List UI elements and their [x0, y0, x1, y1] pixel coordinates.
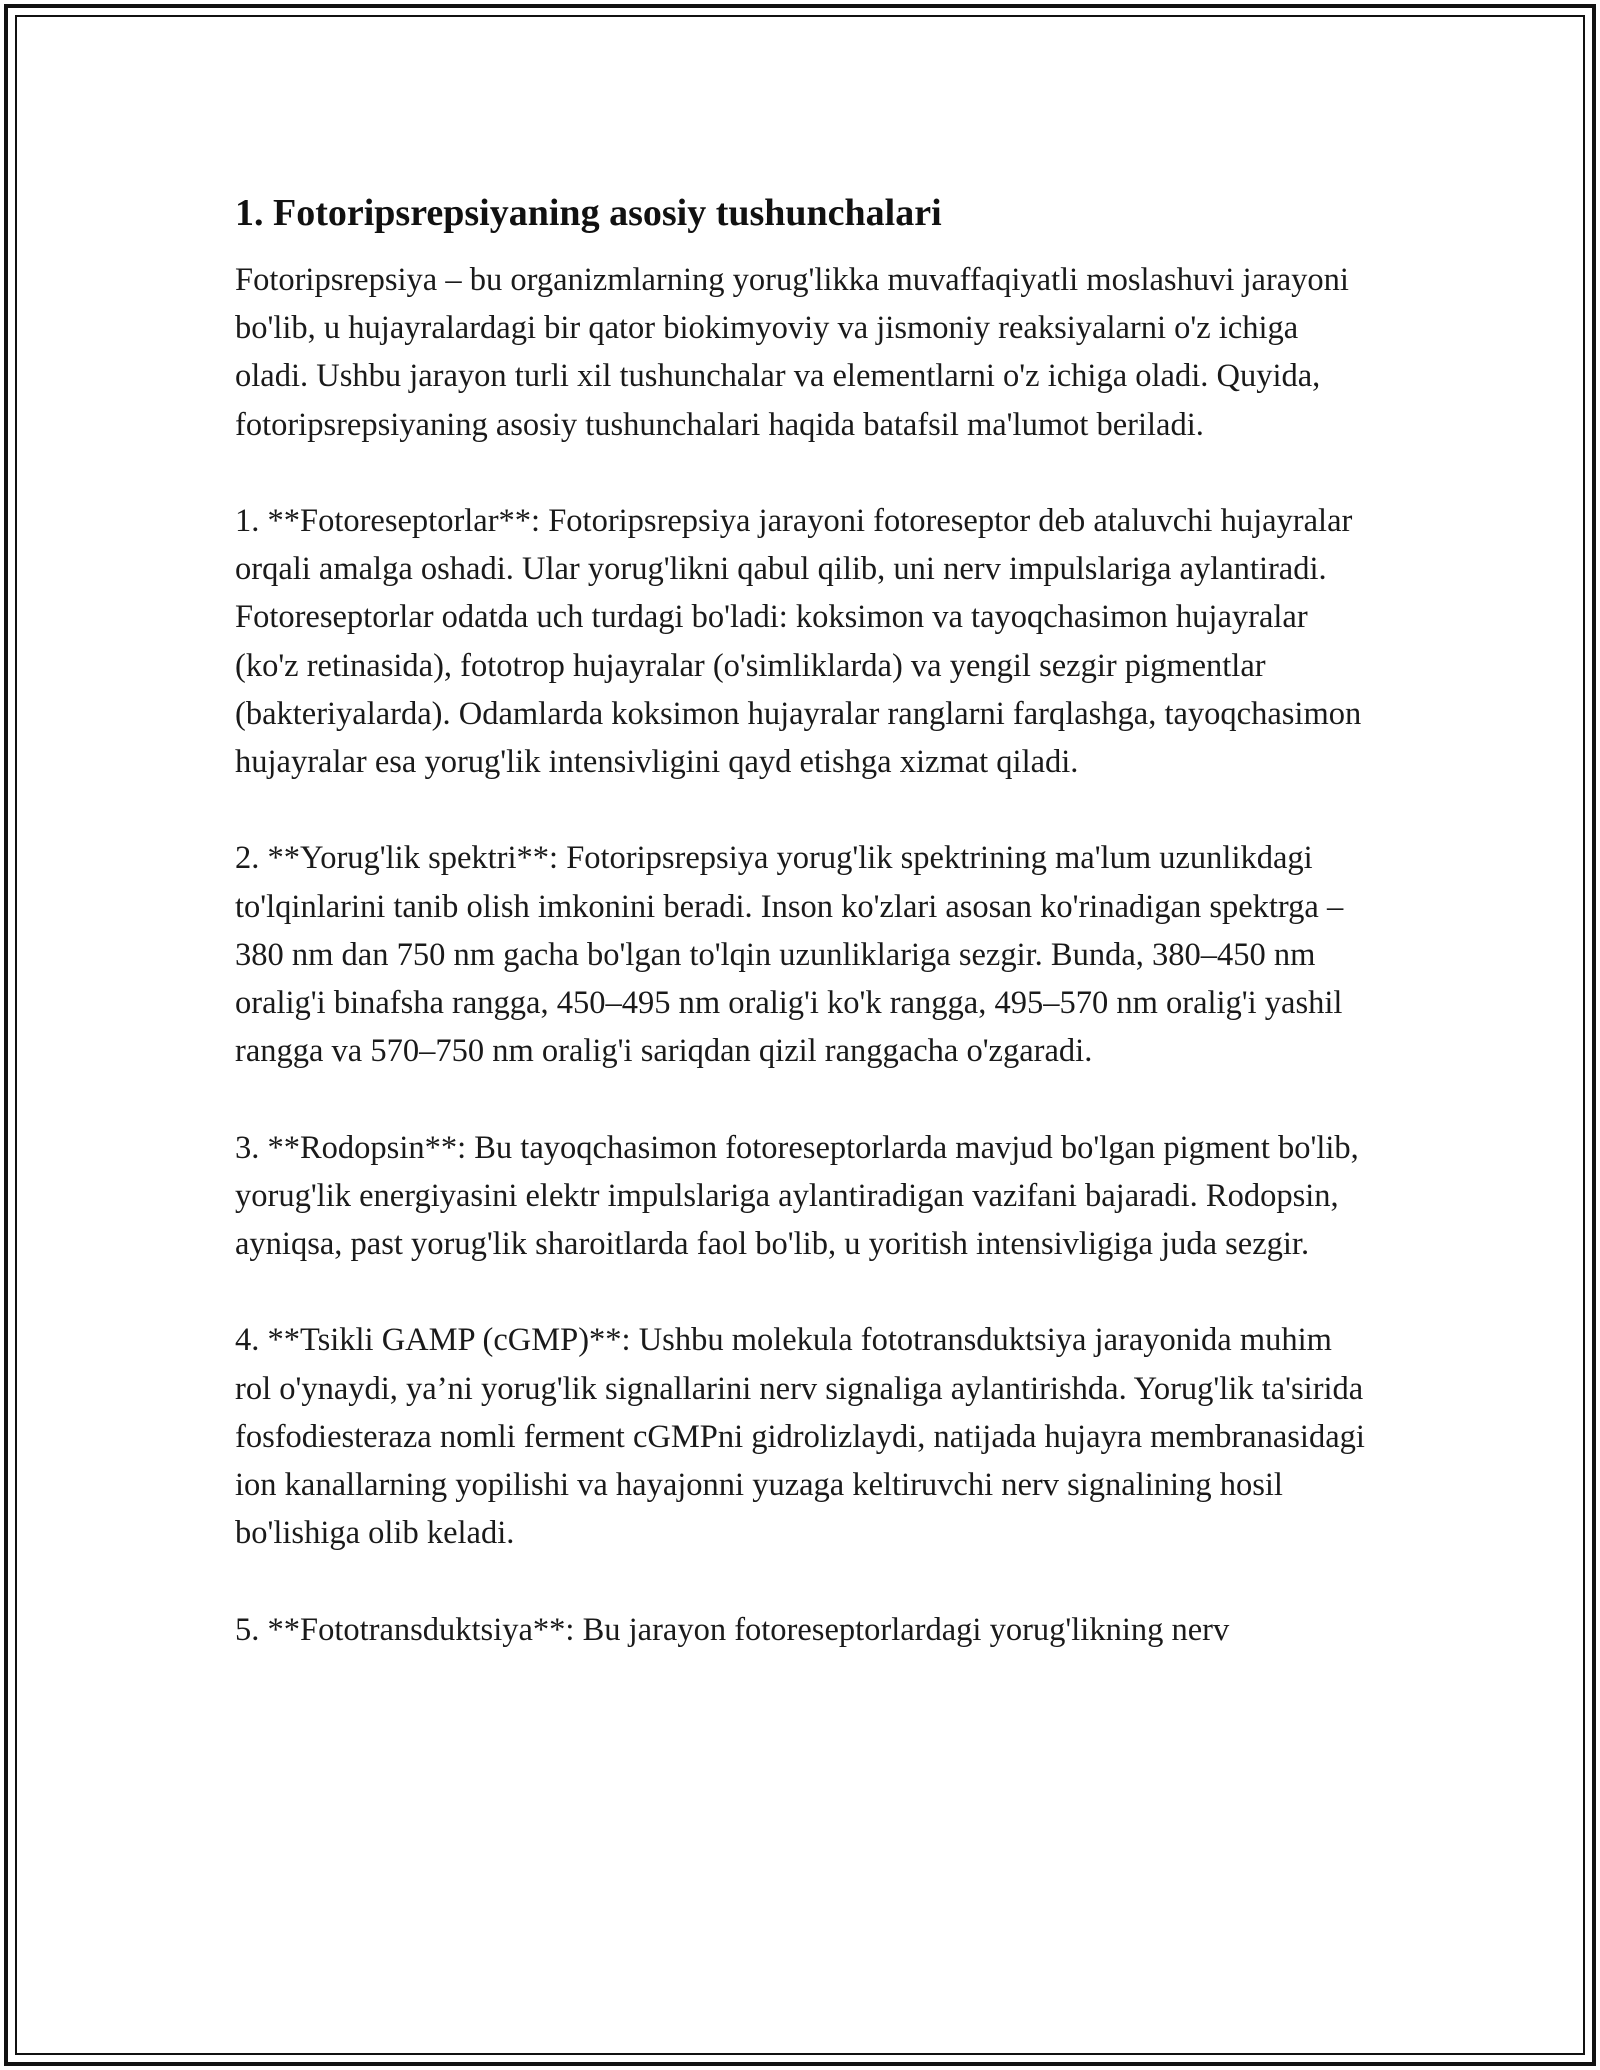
intro-paragraph: Fotoripsrepsiya – bu organizmlarning yorug'likka muvaffaqiyatli moslashuvi jarayoni bo'lib, u hujayralardagi bir qator biokimyoviy va jismoniy reaksiyalarni o'z ichiga oladi. Ushbu jarayon turli xil tushunchalar va elementlarni o'z ichiga oladi. Quyida, fotoripsrepsiyaning asosiy tushunchalari haqida batafsil ma'lumot beriladi. — [235, 262, 1349, 443]
paragraph-yoruglik-spektri: 2. **Yorug'lik spektri**: Fotoripsrepsiya yorug'lik spektrining ma'lum uzunlikdagi to'lqinlarini tanib olish imkonini beradi. Inson ko'zlari asosan ko'rinadigan spektrga – 380 nm dan 750 nm gacha bo'lgan to'lqin uzunliklariga sezgir. Bunda, 380–450 nm oralig'i binafsha rangga, 450–495 nm oralig'i ko'k rangga, 495–570 nm oralig'i yashil rangga va 570–750 nm oralig'i sariqdan qizil ranggacha o'zgaradi. — [235, 840, 1344, 1070]
paragraph-rodopsin: 3. **Rodopsin**: Bu tayoqchasimon fotoreseptorlarda mavjud bo'lgan pigment bo'lib, yorug'lik energiyasini elektr impulslariga aylantiradigan vazifani bajaradi. Rodopsin, ayniqsa, past yorug'lik sharoitlarda faol bo'lib, u yoritish intensivligiga juda sezgir. — [235, 1129, 1359, 1263]
section-heading: 1. Fotoripsrepsiyaning asosiy tushunchalari — [235, 192, 942, 234]
paragraph-cgmp: 4. **Tsikli GAMP (cGMP)**: Ushbu molekula fototransduktsiya jarayonida muhim rol o'ynaydi, ya’ni yorug'lik signallarini nerv signaliga aylantirishda. Yorug'lik ta'sirida fosfodiesteraza nomli ferment cGMPni gidrolizlaydi, natijada hujayra membranasidagi ion kanallarning yopilishi va hayajonni yuzaga keltiruvchi nerv signalining hosil bo'lishiga olib keladi. — [235, 1322, 1365, 1552]
document-body — [235, 188, 1375, 1654]
paragraph-fototransduktsiya: 5. **Fototransduktsiya**: Bu jarayon fotoreseptorlardagi yorug'likning nerv — [235, 1611, 1230, 1648]
paragraph-fotoreseptorlar: 1. **Fotoreseptorlar**: Fotoripsrepsiya jarayoni fotoreseptor deb ataluvchi hujayralar orqali amalga oshadi. Ular yorug'likni qabul qilib, uni nerv impulslariga aylantiradi. Fotoreseptorlar odatda uch turdagi bo'ladi: koksimon va tayoqchasimon hujayralar (ko'z retinasida), fototrop hujayralar (o'simliklarda) va yengil sezgir pigmentlar (bakteriyalarda). Odamlarda koksimon hujayralar ranglarni farqlashga, tayoqchasimon hujayralar esa yorug'lik intensivligini qayd etishga xizmat qiladi. — [235, 503, 1362, 781]
